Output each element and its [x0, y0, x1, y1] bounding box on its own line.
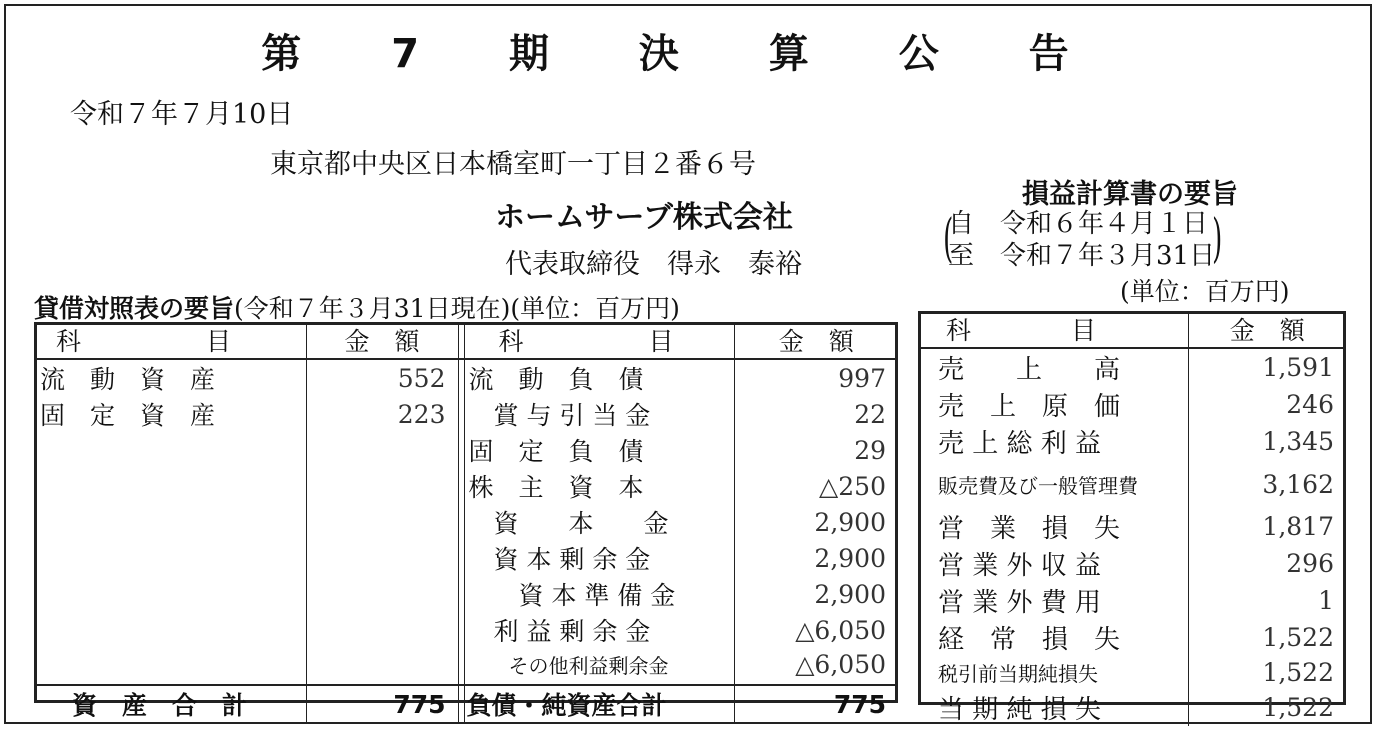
asset-label: 固 定 資 産 — [34, 396, 306, 432]
pl-item-value: 1 — [1318, 586, 1334, 615]
table-row — [918, 582, 1346, 619]
pl-item-label: 経 常 損 失 — [918, 619, 1188, 656]
liabilities-total-value: 775 — [734, 685, 898, 722]
notice-date: 令和７年７月10日 — [70, 99, 294, 130]
liability-value: 22 — [854, 399, 886, 429]
pl-item-label: 売 上 総 利 益 — [918, 423, 1188, 460]
asset-label — [34, 648, 306, 680]
period-from: 自 令和６年４月１日 — [948, 209, 1209, 239]
table-row — [34, 432, 898, 468]
table-row — [34, 396, 898, 432]
table-row — [918, 545, 1346, 582]
income-statement-heading: 損益計算書の要旨 — [1022, 179, 1238, 210]
liabilities-total-label: 負債・純資産合計 — [464, 685, 734, 722]
company-address: 東京都中央区日本橋室町一丁目２番６号 — [270, 149, 756, 180]
asset-value — [306, 432, 458, 468]
asset-label — [34, 612, 306, 648]
liability-value: △250 — [819, 471, 886, 501]
asset-label — [34, 468, 306, 504]
asset-value — [306, 648, 458, 680]
period-to: 至 令和７年３月31日 — [948, 241, 1216, 271]
representative: 代表取締役 得永 泰裕 — [505, 249, 802, 280]
table-row — [918, 348, 1346, 386]
pl-item-label: 営 業 外 費 用 — [918, 582, 1188, 619]
pl-item-value: 1,345 — [1262, 427, 1334, 456]
table-row — [918, 656, 1346, 689]
pl-item-value: 1,591 — [1262, 353, 1334, 382]
pl-item-value: 1,522 — [1262, 658, 1334, 687]
pl-item-value: 3,162 — [1262, 469, 1334, 499]
bs-header-item-left: 科 目 — [34, 322, 306, 359]
asset-value — [306, 576, 458, 612]
table-row — [34, 468, 898, 504]
asset-value: 223 — [306, 396, 458, 432]
assets-total-label: 資 産 合 計 — [34, 685, 306, 722]
table-row — [918, 460, 1346, 508]
asset-label — [34, 540, 306, 576]
notice-title: 第 7 期 決 算 公 告 — [261, 31, 1107, 77]
pl-item-label: 販売費及び一般管理費 — [918, 460, 1188, 508]
liability-label: 資 本 剰 余 金 — [464, 540, 734, 576]
balance-sheet-total-row — [34, 685, 898, 722]
pl-item-value: 1,522 — [1262, 623, 1334, 652]
asset-label — [34, 504, 306, 540]
pl-item-label: 営 業 外 収 益 — [918, 545, 1188, 582]
liability-label: 利 益 剰 余 金 — [464, 612, 734, 648]
pl-item-value: 296 — [1286, 549, 1334, 578]
liability-value: 2,900 — [814, 579, 886, 609]
liability-value: 997 — [838, 363, 886, 393]
asset-value — [306, 540, 458, 576]
table-row — [34, 359, 898, 396]
pl-item-label: 売 上 原 価 — [918, 386, 1188, 423]
liability-value: 29 — [854, 435, 886, 465]
table-row — [918, 423, 1346, 460]
balance-sheet-header-row — [34, 322, 898, 359]
table-row — [918, 619, 1346, 656]
liability-value: △6,050 — [795, 615, 886, 645]
table-row — [34, 648, 898, 680]
table-row — [34, 504, 898, 540]
liability-label: その他利益剰余金 — [464, 648, 734, 680]
liability-value: △6,050 — [795, 649, 886, 679]
table-row — [918, 386, 1346, 423]
liability-value: 2,900 — [814, 507, 886, 537]
pl-item-value: 1,522 — [1262, 693, 1334, 722]
asset-label: 流 動 資 産 — [34, 359, 306, 396]
asset-value: 552 — [306, 359, 458, 396]
company-name: ホームサーブ株式会社 — [495, 200, 793, 235]
bs-header-item-right: 科 目 — [464, 322, 734, 359]
liability-label: 固 定 負 債 — [464, 432, 734, 468]
bs-header-amount-right: 金 額 — [734, 322, 898, 359]
table-row — [918, 508, 1346, 545]
income-statement-table — [918, 311, 1346, 726]
asset-value — [306, 468, 458, 504]
pl-item-label: 営 業 損 失 — [918, 508, 1188, 545]
liability-label: 資 本 準 備 金 — [464, 576, 734, 612]
table-row — [918, 689, 1346, 726]
asset-label — [34, 576, 306, 612]
table-row — [34, 540, 898, 576]
pl-item-label: 売 上 高 — [918, 348, 1188, 386]
asset-value — [306, 504, 458, 540]
balance-sheet-table — [34, 322, 898, 722]
pl-header-item: 科 目 — [918, 311, 1188, 348]
liability-label: 株 主 資 本 — [464, 468, 734, 504]
liability-value: 2,900 — [814, 543, 886, 573]
asset-label — [34, 432, 306, 468]
pl-item-value: 246 — [1286, 390, 1334, 419]
pl-item-value: 1,817 — [1262, 512, 1334, 541]
table-row — [34, 612, 898, 648]
liability-label: 資 本 金 — [464, 504, 734, 540]
liability-label: 流 動 負 債 — [464, 359, 734, 396]
income-statement-period: ( 自 令和６年４月１日 至 令和７年３月31日 ) — [943, 209, 1223, 271]
asset-value — [306, 612, 458, 648]
liability-label: 賞 与 引 当 金 — [464, 396, 734, 432]
table-row — [34, 576, 898, 612]
pl-item-label: 当 期 純 損 失 — [918, 689, 1188, 726]
pl-item-label: 税引前当期純損失 — [918, 656, 1188, 689]
pl-header-amount: 金 額 — [1188, 311, 1346, 348]
balance-sheet-heading: 貸借対照表の要旨(令和７年３月31日現在)(単位：百万円) — [34, 294, 680, 323]
income-statement-header-row — [918, 311, 1346, 348]
assets-total-value: 775 — [306, 685, 458, 722]
bs-header-amount-left: 金 額 — [306, 322, 458, 359]
income-statement-unit: (単位：百万円) — [1120, 277, 1290, 306]
